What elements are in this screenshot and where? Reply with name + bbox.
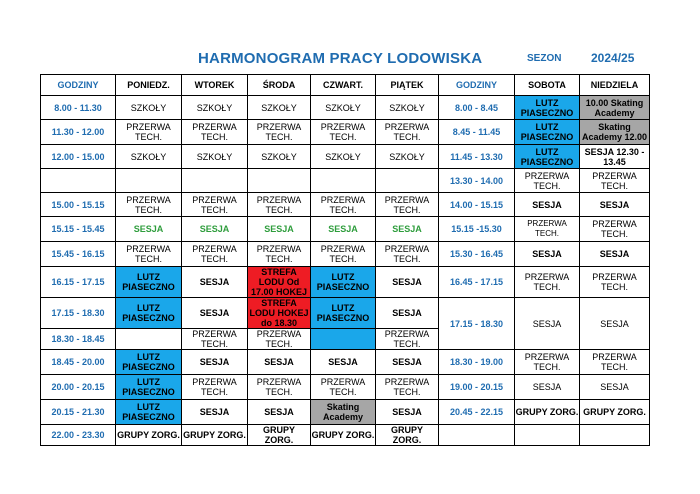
cell-grupy-zorg: GRUPY ZORG.: [580, 400, 650, 425]
weekend-time-cell: 13.30 - 14.00: [439, 169, 515, 193]
weekend-time-cell: 19.00 - 20.15: [439, 375, 515, 400]
cell-przerwa: PRZERWA TECH.: [182, 193, 248, 217]
cell-sesja: SESJA: [580, 242, 650, 267]
empty-cell: [182, 169, 248, 193]
weekend-time-cell: 20.45 - 22.15: [439, 400, 515, 425]
time-cell: 15.00 - 15.15: [41, 193, 116, 217]
header-sr: ŚRODA: [248, 75, 311, 96]
cell-przerwa: PRZERWA TECH.: [580, 350, 650, 375]
cell-grupy-zorg: GRUPY ZORG.: [376, 425, 439, 446]
cell-przerwa: PRZERWA TECH.: [116, 193, 182, 217]
cell-sesja: SESJA: [580, 193, 650, 217]
time-cell: 15.15 - 15.45: [41, 217, 116, 242]
cell-przerwa: PRZERWA TECH.: [376, 120, 439, 145]
cell-sesja-green: SESJA: [182, 217, 248, 242]
cell-sesja: SESJA: [248, 400, 311, 425]
cell-przerwa: PRZERWA TECH.: [182, 242, 248, 267]
time-cell: 18.30 - 18.45: [41, 329, 116, 350]
page-title: HARMONOGRAM PRACY LODOWISKA: [198, 50, 483, 67]
cell-przerwa: PRZERWA TECH.: [248, 120, 311, 145]
weekend-time-cell: 8.00 - 8.45: [439, 96, 515, 120]
weekend-time-cell: 17.15 - 18.30: [439, 298, 515, 350]
table-row: [41, 120, 650, 145]
cell-przerwa: PRZERWA TECH.: [580, 267, 650, 298]
time-cell: 8.00 - 11.30: [41, 96, 116, 120]
cell-przerwa: PRZERWA TECH.: [182, 329, 248, 350]
table-row: [41, 375, 650, 400]
cell-sesja: SESJA: [376, 267, 439, 298]
cell-lutz: LUTZ PIASECZNO: [311, 267, 376, 298]
cell-lutz: LUTZ PIASECZNO: [515, 96, 580, 120]
cell-lutz: LUTZ PIASECZNO: [116, 400, 182, 425]
cell-lutz: LUTZ PIASECZNO: [116, 375, 182, 400]
header-czw: CZWART.: [311, 75, 376, 96]
weekend-time-cell: 8.45 - 11.45: [439, 120, 515, 145]
cell-szkoly: SZKOŁY: [248, 96, 311, 120]
cell-lutz-fill: [311, 329, 376, 350]
time-cell: 20.15 - 21.30: [41, 400, 116, 425]
blank: [580, 425, 650, 446]
table-row: [41, 169, 650, 193]
cell-sesja-plain: SESJA: [515, 375, 580, 400]
cell-sesja-plain: SESJA: [580, 298, 650, 350]
cell-sesja: SESJA: [182, 298, 248, 329]
header-godziny-weekend: GODZINY: [439, 75, 515, 96]
season-label: SEZON: [527, 53, 562, 64]
header-sob: SOBOTA: [515, 75, 580, 96]
season-value: 2024/25: [591, 51, 635, 65]
cell-sesja-green: SESJA: [311, 217, 376, 242]
empty-cell: [376, 169, 439, 193]
cell-przerwa: PRZERWA TECH.: [515, 267, 580, 298]
table-row: [41, 425, 650, 446]
cell-strefa-lodu: STREFA LODU Od 17.00 HOKEJ: [248, 267, 311, 298]
cell-przerwa: PRZERWA TECH.: [311, 242, 376, 267]
cell-szkoly: SZKOŁY: [116, 96, 182, 120]
cell-przerwa: PRZERWA TECH.: [376, 242, 439, 267]
header-godziny: GODZINY: [41, 75, 116, 96]
cell-sesja-green: SESJA: [116, 217, 182, 242]
cell-grupy-zorg: GRUPY ZORG.: [182, 425, 248, 446]
empty-cell: [41, 169, 116, 193]
cell-szkoly: SZKOŁY: [182, 145, 248, 169]
table-row: [41, 217, 650, 242]
table-row: [41, 96, 650, 120]
cell-sesja: SESJA: [182, 350, 248, 375]
table-row: [41, 298, 650, 329]
cell-przerwa: PRZERWA TECH.: [311, 120, 376, 145]
table-row: [41, 145, 650, 169]
weekend-time-cell: 11.45 - 13.30: [439, 145, 515, 169]
cell-przerwa: PRZERWA TECH.: [248, 242, 311, 267]
cell-przerwa: PRZERWA TECH.: [515, 350, 580, 375]
cell-lutz: LUTZ PIASECZNO: [515, 120, 580, 145]
cell-sesja: SESJA: [515, 193, 580, 217]
time-cell: 17.15 - 18.30: [41, 298, 116, 329]
cell-szkoly: SZKOŁY: [248, 145, 311, 169]
time-cell: 15.45 - 16.15: [41, 242, 116, 267]
cell-przerwa: PRZERWA TECH.: [248, 375, 311, 400]
cell-przerwa: PRZERWA TECH.: [116, 242, 182, 267]
table-row: [41, 350, 650, 375]
time-cell: 11.30 - 12.00: [41, 120, 116, 145]
cell-sesja: SESJA: [182, 267, 248, 298]
cell-sesja: SESJA: [182, 400, 248, 425]
cell-przerwa: PRZERWA TECH.: [376, 375, 439, 400]
empty-cell: [116, 169, 182, 193]
cell-przerwa: PRZERWA TECH.: [580, 169, 650, 193]
header-wt: WTOREK: [182, 75, 248, 96]
cell-grupy-zorg: GRUPY ZORG.: [116, 425, 182, 446]
cell-sesja: SESJA: [376, 350, 439, 375]
cell-przerwa: PRZERWA TECH.: [182, 375, 248, 400]
cell-przerwa: PRZERWA TECH.: [248, 193, 311, 217]
cell-skating-academy: Skating Academy: [311, 400, 376, 425]
cell-lutz: LUTZ PIASECZNO: [116, 267, 182, 298]
cell-grupy-zorg: GRUPY ZORG.: [248, 425, 311, 446]
cell-szkoly: SZKOŁY: [116, 145, 182, 169]
table-row: [41, 193, 650, 217]
cell-strefa-lodu: STREFA LODU HOKEJ do 18.30: [249, 298, 309, 328]
blank: [439, 425, 515, 446]
cell-sesja-green: SESJA: [376, 217, 439, 242]
cell-sesja: SESJA: [515, 242, 580, 267]
cell-przerwa: PRZERWA TECH.: [580, 217, 650, 242]
table-row: [41, 400, 650, 425]
cell-lutz: LUTZ PIASECZNO: [515, 145, 580, 169]
time-cell: 20.00 - 20.15: [41, 375, 116, 400]
weekend-time-cell: 16.45 - 17.15: [439, 267, 515, 298]
cell-lutz: LUTZ PIASECZNO: [116, 298, 182, 329]
cell-szkoly: SZKOŁY: [376, 145, 439, 169]
cell-przerwa: PRZERWA TECH.: [311, 193, 376, 217]
time-cell: 12.00 - 15.00: [41, 145, 116, 169]
weekend-time-cell: 15.15 -15.30: [439, 217, 515, 242]
cell-przerwa: PRZERWA TECH.: [182, 120, 248, 145]
cell-lutz: LUTZ PIASECZNO: [311, 298, 376, 329]
time-cell: 16.15 - 17.15: [41, 267, 116, 298]
cell-szkoly: SZKOŁY: [182, 96, 248, 120]
cell-skating-sun: Skating Academy 12.00: [580, 120, 650, 145]
table-row: [41, 267, 650, 298]
time-cell: 18.45 - 20.00: [41, 350, 116, 375]
cell-przerwa: PRZERWA TECH.: [515, 217, 580, 242]
cell-sesja-plain: SESJA: [515, 298, 580, 350]
cell-przerwa: PRZERWA TECH.: [376, 329, 439, 350]
weekend-time-cell: 14.00 - 15.15: [439, 193, 515, 217]
cell-przerwa: PRZERWA TECH.: [248, 329, 311, 350]
header-pt: PIĄTEK: [376, 75, 439, 96]
schedule-table: [40, 74, 650, 446]
header-row: [41, 75, 650, 96]
empty-cell: [116, 329, 182, 350]
cell-grupy-zorg: GRUPY ZORG.: [515, 400, 580, 425]
cell-szkoly: SZKOŁY: [376, 96, 439, 120]
cell-przerwa: PRZERWA TECH.: [376, 193, 439, 217]
cell-przerwa: PRZERWA TECH.: [515, 169, 580, 193]
weekend-time-cell: 15.30 - 16.45: [439, 242, 515, 267]
table-row: [41, 242, 650, 267]
cell-sesja: SESJA: [376, 298, 439, 329]
cell-sesja-sun: SESJA 12.30 - 13.45: [580, 145, 650, 169]
header-pon: PONIEDZ.: [116, 75, 182, 96]
cell-grupy-zorg: GRUPY ZORG.: [311, 425, 376, 446]
blank: [515, 425, 580, 446]
empty-cell: [311, 169, 376, 193]
cell-szkoly: SZKOŁY: [311, 96, 376, 120]
cell-szkoly: SZKOŁY: [311, 145, 376, 169]
cell-sesja: SESJA: [376, 400, 439, 425]
empty-cell: [248, 169, 311, 193]
cell-lutz: LUTZ PIASECZNO: [116, 350, 182, 375]
cell-sesja-plain: SESJA: [580, 375, 650, 400]
cell-przerwa: PRZERWA TECH.: [116, 120, 182, 145]
header-nd: NIEDZIELA: [580, 75, 650, 96]
cell-przerwa: PRZERWA TECH.: [311, 375, 376, 400]
time-cell: 22.00 - 23.30: [41, 425, 116, 446]
cell-sesja: SESJA: [311, 350, 376, 375]
cell-sesja: SESJA: [248, 350, 311, 375]
cell-skating-sat: 10.00 Skating Academy: [580, 96, 650, 120]
cell-sesja-green: SESJA: [248, 217, 311, 242]
weekend-time-cell: 18.30 - 19.00: [439, 350, 515, 375]
